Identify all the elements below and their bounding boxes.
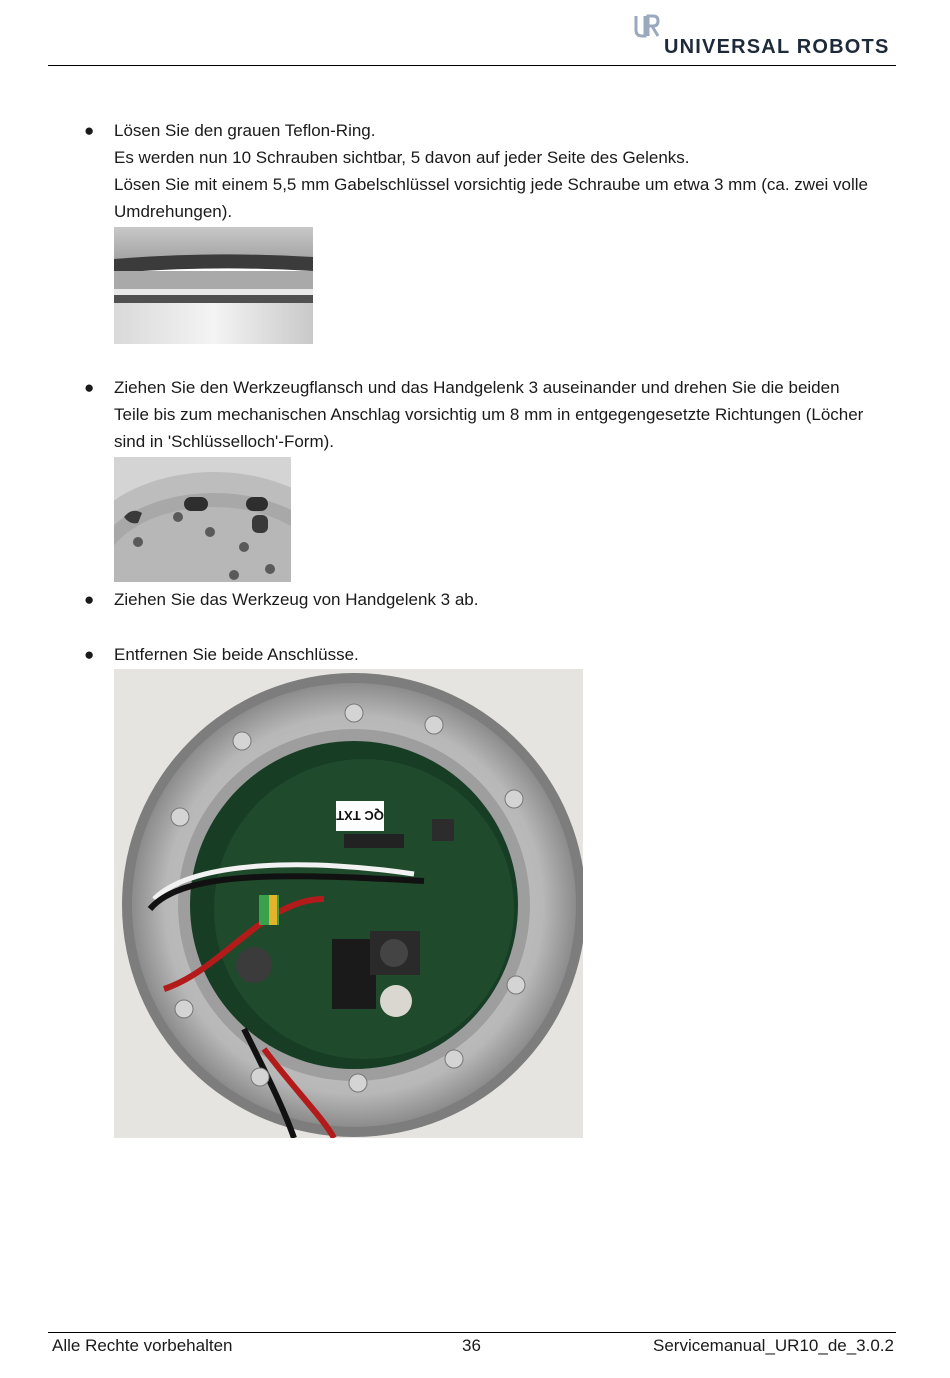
step-line: Ziehen Sie das Werkzeug von Handgelenk 3 ab. bbox=[114, 590, 479, 609]
pcb-connectors-photo bbox=[114, 669, 583, 1138]
step-line: Ziehen Sie den Werkzeugflansch und das Handgelenk 3 auseinander und drehen Sie die beiden bbox=[114, 378, 840, 397]
universal-robots-logo bbox=[634, 14, 894, 60]
bullet-marker: ● bbox=[84, 645, 95, 664]
step-1-text bbox=[114, 117, 904, 225]
step-line: Lösen Sie mit einem 5,5 mm Gabelschlüssel vorsichtig jede Schraube um etwa 3 mm (ca. zwei volle bbox=[114, 175, 868, 194]
footer-document-id: Servicemanual_UR10_de_3.0.2 bbox=[653, 1336, 894, 1355]
step-line: Es werden nun 10 Schrauben sichtbar, 5 davon auf jeder Seite des Gelenks. bbox=[114, 148, 690, 167]
step-line: Entfernen Sie beide Anschlüsse. bbox=[114, 645, 359, 664]
step-2-text bbox=[114, 374, 904, 455]
pcb-label: QC TXT bbox=[336, 808, 384, 823]
step-3-text bbox=[114, 586, 904, 613]
logo-text: UNIVERSAL ROBOTS bbox=[664, 36, 890, 58]
step-line: sind in 'Schlüsselloch'-Form). bbox=[114, 432, 335, 451]
footer-rule bbox=[48, 1332, 896, 1333]
step-line: Umdrehungen). bbox=[114, 202, 233, 221]
ur-logo-icon bbox=[634, 14, 660, 40]
teflon-ring-photo bbox=[114, 227, 313, 344]
step-4-text bbox=[114, 641, 904, 668]
header-rule bbox=[48, 65, 896, 66]
step-line: Lösen Sie den grauen Teflon-Ring. bbox=[114, 121, 376, 140]
footer-rights: Alle Rechte vorbehalten bbox=[52, 1336, 233, 1355]
keyhole-flange-photo bbox=[114, 457, 291, 582]
bullet-marker: ● bbox=[84, 121, 95, 140]
step-line: Teile bis zum mechanischen Anschlag vorsichtig um 8 mm in entgegengesetzte Richtungen (Löcher bbox=[114, 405, 864, 424]
page-number: 36 bbox=[462, 1336, 481, 1355]
bullet-marker: ● bbox=[84, 590, 95, 609]
bullet-marker: ● bbox=[84, 378, 95, 397]
